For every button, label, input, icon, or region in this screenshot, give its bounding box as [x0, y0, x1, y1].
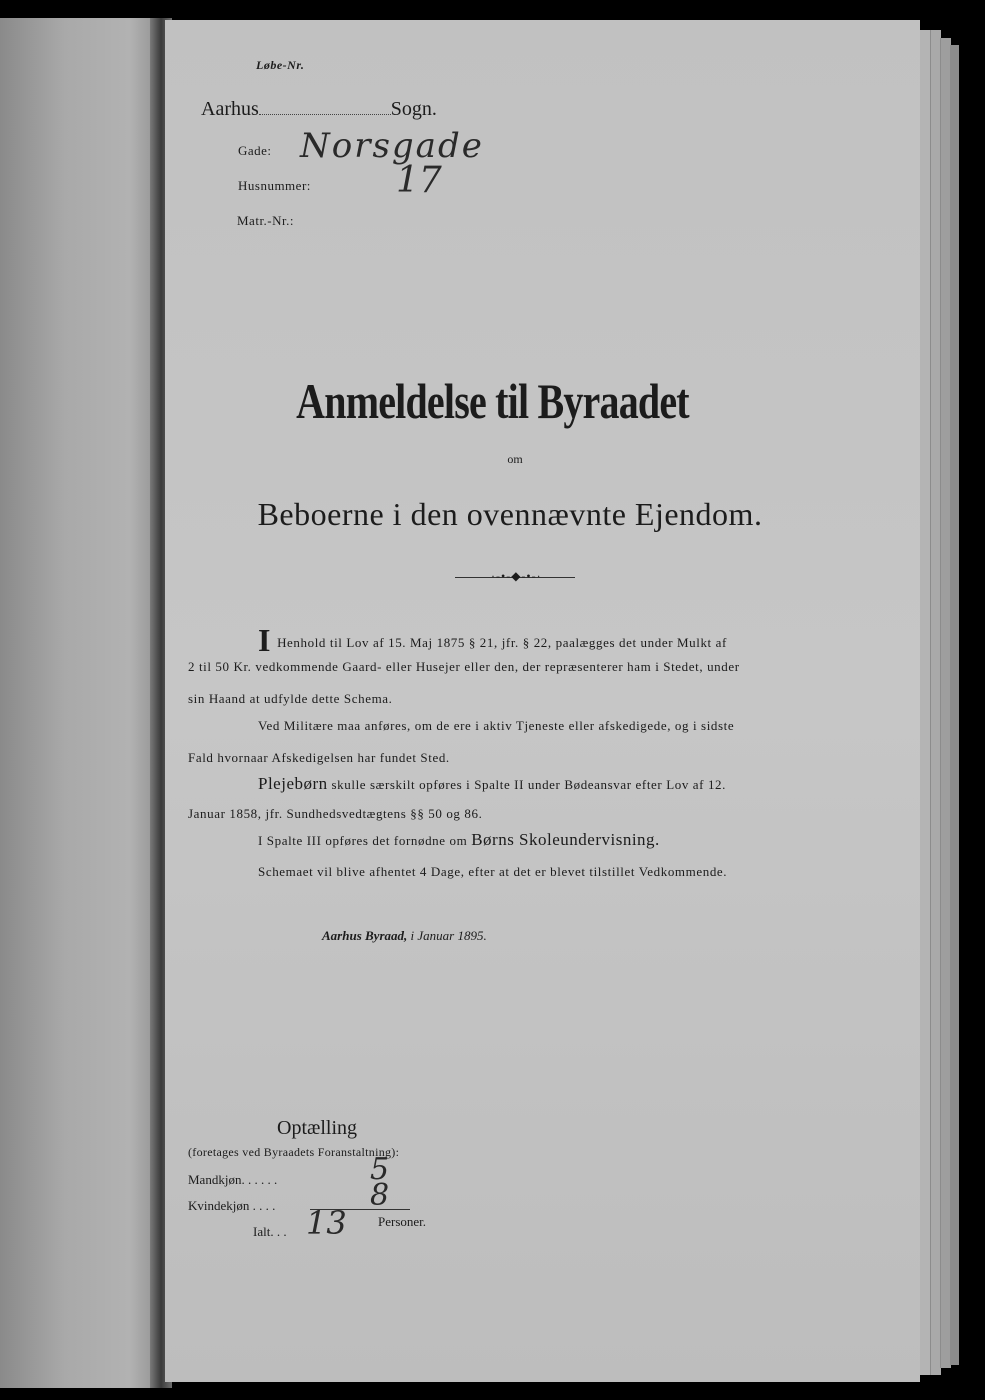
left-page [0, 18, 162, 1388]
plejeborn-lead: Plejebørn [258, 774, 328, 793]
om-connector: om [507, 452, 523, 466]
paragraph-2-line-2: Fald hvornaar Afskedigelsen har fundet Sted. [188, 750, 450, 765]
kvindekjon-label: Kvindekjøn . . . . [188, 1198, 276, 1213]
text: I Spalte III opføres det fornødne om [258, 833, 468, 848]
document-subtitle: Beboerne i den ovennævnte Ejendom. [257, 496, 763, 532]
city-name: Aarhus [201, 98, 259, 120]
husnummer-label: Husnummer: [238, 178, 311, 193]
document-title: Anmeldelse til Byraadet [296, 373, 689, 429]
ialt-label: Ialt. . . [253, 1224, 287, 1239]
gade-value: Norsgade [300, 126, 484, 166]
ialt-value: 13 [306, 1204, 347, 1242]
matr-nr-label: Matr.-Nr.: [237, 213, 294, 228]
paragraph-5: Schemaet vil blive afhentet 4 Dage, efter at det er blevet tilstillet Vedkommende. [258, 864, 728, 879]
lobe-nr-label: Løbe-Nr. [256, 58, 305, 72]
city-label [201, 98, 437, 121]
paragraph-1-line-1 [258, 622, 727, 659]
sogn-label: Sogn. [390, 98, 437, 120]
mandkjon-value: 5 [370, 1152, 390, 1187]
signature-authority: Aarhus Byraad, [322, 928, 408, 943]
count-note: (foretages ved Byraadets Foranstaltning): [188, 1145, 400, 1159]
paragraph-3-line-2: Januar 1858, jfr. Sundhedsvedtægtens §§ 50 og 86. [188, 806, 483, 821]
signature-line [322, 928, 487, 944]
gade-label: Gade: [238, 143, 272, 158]
paragraph-2-line-1: Ved Militære maa anføres, om de ere i aktiv Tjeneste eller afskedigede, og i sidste [258, 718, 735, 733]
paragraph-4 [258, 830, 660, 850]
paragraph-1-line-3: sin Haand at udfylde dette Schema. [188, 691, 393, 706]
skoleundervisning-emph: Børns Skoleundervisning. [471, 830, 660, 849]
husnummer-value: 17 [396, 160, 442, 201]
paragraph-1-line-2: 2 til 50 Kr. vedkommende Gaard- eller Husejer eller den, der repræsenterer ham i Stedet, under [188, 659, 740, 674]
mandkjon-label: Mandkjøn. . . . . . [188, 1172, 278, 1187]
count-title: Optælling [277, 1117, 358, 1139]
ornament-divider: ·-•-◆-•-· [455, 571, 575, 583]
page-edge [950, 45, 959, 1365]
text: Henhold til Lov af 15. Maj 1875 § 21, jfr. § 22, paalægges det under Mulkt af [277, 635, 727, 650]
personer-label: Personer. [378, 1214, 427, 1229]
sogn-field [259, 100, 391, 115]
kvindekjon-value: 8 [370, 1178, 390, 1213]
text: skulle særskilt opføres i Spalte II under Bødeansvar efter Lov af 12. [331, 777, 726, 792]
drop-cap: I [258, 622, 272, 658]
signature-date: i Januar 1895. [410, 928, 487, 943]
paragraph-3-line-1 [258, 774, 726, 794]
